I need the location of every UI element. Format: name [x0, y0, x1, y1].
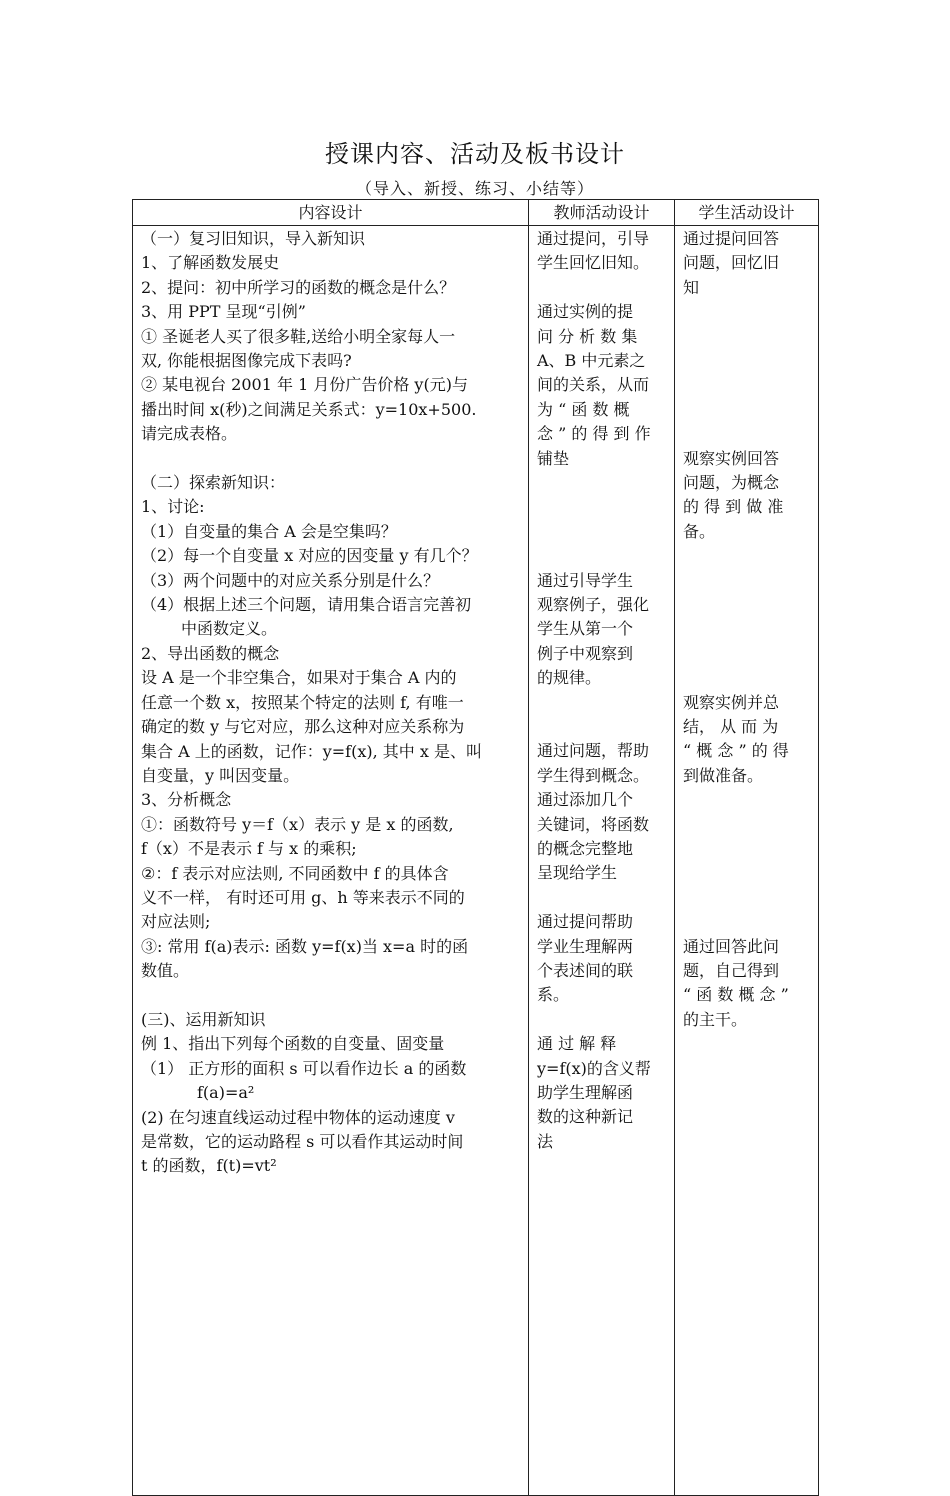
header-content-design: 内容设计	[133, 200, 529, 226]
teacher-line	[537, 495, 670, 519]
content-line: f（x）不是表示 f 与 x 的乘积;	[141, 839, 357, 859]
teacher-line: 念 ” 的 得 到 作	[537, 424, 651, 444]
content-line: 集合 A 上的函数，记作：y=f(x), 其中 x 是、叫	[141, 741, 482, 761]
content-line: （1）自变量的集合 A 会是空集吗？	[141, 521, 397, 541]
student-line: 到做准备。	[683, 765, 764, 785]
student-line	[683, 300, 814, 324]
student-line	[683, 617, 814, 641]
content-line: 播出时间 x(秒)之间满足关系式：y=10x+500.	[141, 399, 477, 419]
teacher-line: 系。	[537, 985, 570, 1005]
student-line	[683, 325, 814, 349]
student-line	[683, 642, 814, 666]
content-line: ③: 常用 f(a)表示: 函数 y=f(x)当 x=a 时的函	[141, 936, 469, 956]
content-line: （二）探索新知识：	[141, 473, 286, 493]
teacher-line	[537, 691, 670, 715]
student-line	[683, 544, 814, 568]
content-line: 确定的数 y 与它对应，那么这种对应关系称为	[141, 717, 465, 737]
student-line: 通过提问回答	[683, 229, 780, 248]
content-line: 1、了解函数发展史	[141, 253, 280, 273]
content-line: ① 圣诞老人买了很多鞋,送给小明全家每人一	[141, 326, 456, 346]
content-line: （一）复习旧知识，导入新知识	[141, 229, 366, 248]
teacher-line: 学业生理解两	[537, 936, 634, 956]
teacher-line: 例子中观察到	[537, 643, 634, 663]
student-line: 问题，回忆旧	[683, 253, 780, 273]
content-line: t 的函数，f(t)=vt²	[141, 1156, 277, 1176]
content-line: 自变量，y 叫因变量。	[141, 765, 300, 785]
content-line: （3）两个问题中的对应关系分别是什么？	[141, 570, 440, 590]
page-subtitle: （导入、新授、练习、小结等）	[355, 179, 594, 198]
content-line: 任意一个数 x，按照某个特定的法则 f, 有唯一	[141, 692, 464, 712]
student-line: 观察实例回答	[683, 448, 780, 468]
table-row	[133, 226, 819, 1496]
student-line	[683, 422, 814, 446]
teacher-line	[537, 520, 670, 544]
student-line	[683, 593, 814, 617]
teacher-line: 学生得到概念。	[537, 765, 650, 785]
teacher-line	[537, 471, 670, 495]
content-line: f(a)=a²	[197, 1083, 255, 1103]
teacher-line	[537, 1008, 670, 1032]
student-line	[683, 813, 814, 837]
teacher-line	[537, 715, 670, 739]
content-line: ② 某电视台 2001 年 1 月份广告价格 y(元)与	[141, 375, 468, 395]
teacher-activity-cell	[529, 226, 675, 1496]
student-line: 知	[683, 277, 700, 297]
student-line	[683, 788, 814, 812]
student-line	[683, 910, 814, 934]
content-line	[141, 984, 524, 1008]
teacher-line: 个表述间的联	[537, 961, 634, 981]
content-line: 义不一样， 有时还可用 g、h 等来表示不同的	[141, 887, 465, 907]
teacher-line: 呈现给学生	[537, 863, 618, 883]
content-line: ②：f 表示对应法则, 不同函数中 f 的具体含	[141, 863, 449, 883]
table-header-row	[133, 200, 819, 226]
teacher-line: A、B 中元素之	[537, 351, 646, 371]
teacher-line: 铺垫	[537, 448, 570, 468]
teacher-line: 通 过 解 释	[537, 1034, 617, 1054]
content-line: （4）根据上述三个问题，请用集合语言完善初	[141, 595, 472, 615]
header-student-activity: 学生活动设计	[675, 200, 819, 226]
teacher-line: 助学生理解函	[537, 1083, 634, 1103]
student-line	[683, 666, 814, 690]
teacher-line: y=f(x)的含义帮	[537, 1058, 651, 1078]
content-line: 例 1、指出下列每个函数的自变量、固变量	[141, 1034, 445, 1054]
teacher-line: 学生回忆旧知。	[537, 253, 650, 273]
student-line	[683, 861, 814, 885]
teacher-line: 通过实例的提	[537, 302, 634, 322]
header-teacher-activity: 教师活动设计	[529, 200, 675, 226]
teacher-line: 通过添加几个	[537, 790, 634, 810]
content-line: 2、提问：初中所学习的函数的概念是什么？	[141, 277, 456, 297]
teacher-line: 法	[537, 1131, 554, 1151]
teacher-line: 关键词，将函数	[537, 814, 650, 834]
content-line: 请完成表格。	[141, 424, 238, 444]
content-design-cell	[133, 226, 529, 1496]
content-line: 设 A 是一个非空集合，如果对于集合 A 内的	[141, 668, 457, 688]
student-line	[683, 398, 814, 422]
content-line: ①：函数符号 y＝f（x）表示 y 是 x 的函数,	[141, 814, 454, 834]
teacher-line: 的概念完整地	[537, 839, 634, 859]
page-title: 授课内容、活动及板书设计	[325, 140, 625, 168]
content-line: （2）每一个自变量 x 对应的因变量 y 有几个？	[141, 546, 478, 566]
content-line: 双, 你能根据图像完成下表吗?	[141, 351, 352, 371]
student-line: 通过回答此问	[683, 936, 780, 956]
student-line: 的 得 到 做 准	[683, 497, 784, 517]
student-line: 结， 从 而 为	[683, 716, 779, 736]
content-line: 数值。	[141, 961, 190, 981]
student-line	[683, 837, 814, 861]
teacher-line: 通过提问，引导	[537, 229, 650, 248]
student-line: 观察实例并总	[683, 692, 780, 712]
teacher-line: 间的关系，从而	[537, 375, 650, 395]
content-line: 2、导出函数的概念	[141, 643, 280, 663]
content-line: 3、分析概念	[141, 790, 232, 810]
teacher-line: 的规律。	[537, 668, 602, 688]
teacher-line	[537, 886, 670, 910]
content-line: 对应法则;	[141, 912, 211, 932]
teacher-line: 通过提问帮助	[537, 912, 634, 932]
content-line: (三)、运用新知识	[141, 1009, 266, 1029]
content-line: （1） 正方形的面积 s 可以看作边长 a 的函数	[141, 1058, 467, 1078]
student-line	[683, 569, 814, 593]
student-line	[683, 886, 814, 910]
teacher-line	[537, 544, 670, 568]
content-line: 中函数定义。	[181, 619, 278, 639]
teacher-line: 问 分 析 数 集	[537, 326, 638, 346]
teacher-line	[537, 276, 670, 300]
content-line: 3、用 PPT 呈现“引例”	[141, 302, 306, 322]
student-line	[683, 349, 814, 373]
content-line: 是常数，它的运动路程 s 可以看作其运动时间	[141, 1132, 464, 1151]
student-line: 的主干。	[683, 1009, 748, 1029]
student-line	[683, 373, 814, 397]
teacher-line: 学生从第一个	[537, 619, 634, 639]
student-activity-cell	[675, 226, 819, 1496]
content-line: 1、讨论:	[141, 497, 205, 517]
teacher-line: 观察例子，强化	[537, 595, 650, 615]
teacher-line: 为 “ 函 数 概	[537, 399, 630, 419]
teacher-line: 通过引导学生	[537, 570, 634, 590]
student-line: “ 概 念 ” 的 得	[683, 741, 789, 761]
student-line: “ 函 数 概 念 ”	[683, 985, 789, 1005]
teacher-line: 数的这种新记	[537, 1107, 634, 1127]
student-line: 问题，为概念	[683, 472, 780, 492]
content-line	[141, 447, 524, 471]
student-line: 题，自己得到	[683, 960, 780, 980]
content-line: (2) 在匀速直线运动过程中物体的运动速度 v	[141, 1107, 455, 1127]
teacher-line: 通过问题，帮助	[537, 741, 650, 761]
lesson-plan-table	[132, 199, 819, 1496]
student-line: 备。	[683, 521, 716, 541]
